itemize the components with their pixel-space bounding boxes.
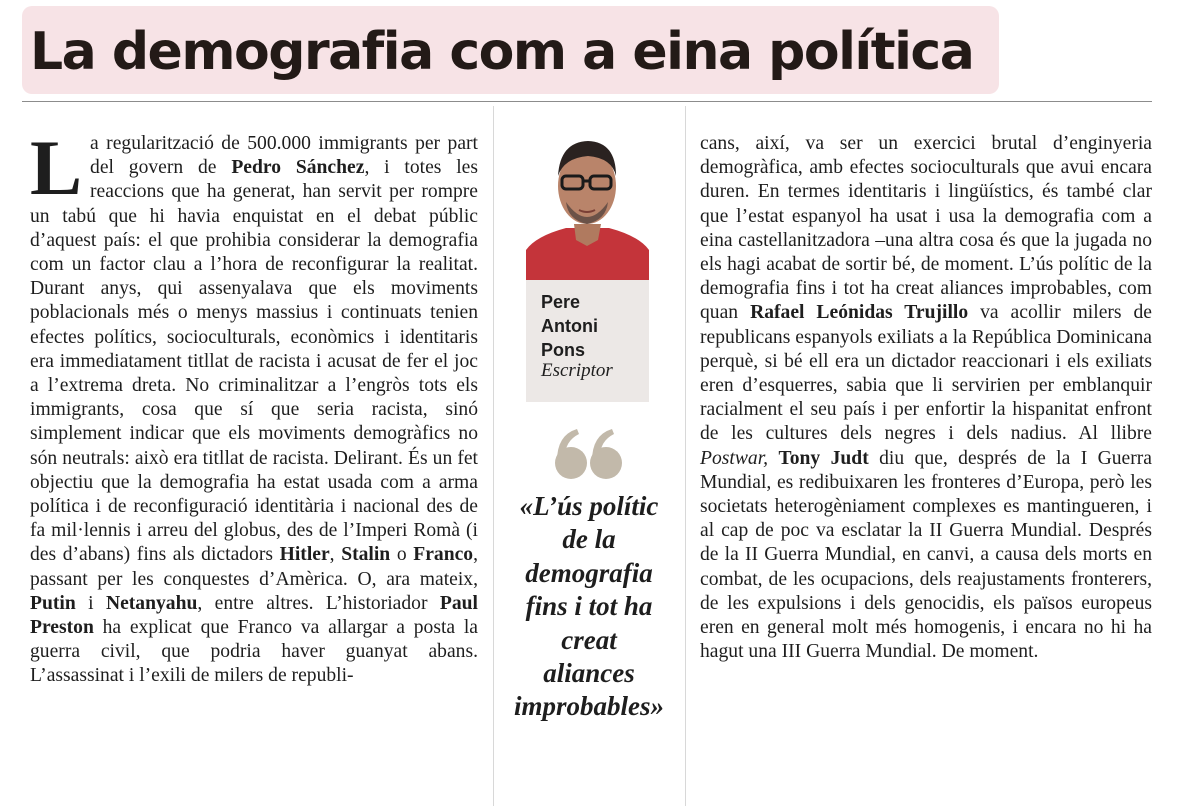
text-run: ha explicat que Franco va allargar a posta la guerra civil, que podria haver guanyat abans. L’assassinat i l’exili de milers de republi- [30, 617, 478, 687]
pull-quote-line: demografia [525, 557, 653, 588]
author-photo [526, 128, 649, 280]
article-column-left [30, 124, 478, 689]
text-run: , i totes les reaccions que ha generat, han servit per rompre un tabú que hi havia enquistat en el debat públic d’aquest país: el que prohibia considerar la demografia com un factor clau a l’hora de reconfigurar la realitat. Durant anys, qui assenyalava que els moviments poblacionals més o menys massius i continuats tenien efectes polítics, socioculturals, econòmics i identitaris era immediatament titllat de racista i acusat de fer el joc a l’extrema dreta. No criminalitzar a l’engròs tots els immigrants, cosa que sí que seria racista, sinó simplement indicar que els moviments demogràfics no són neutrals: això era titllat de racista. Delirant. És un fet objectiu que la demografia ha estat usada com a arma política i de reconfiguració identitària i nacional des de fa mil·lennis i arreu del globus, des de l’Imperi Romà (i des d’abans) fins als dictadors [30, 157, 478, 566]
text-run: a regularització de 500.000 immigrants per part del govern de [90, 133, 478, 179]
pull-quote-line: «L’ús polític [519, 491, 659, 521]
text-run: , entre altres. L’historiador [197, 592, 440, 614]
column-divider-right [685, 106, 686, 806]
person-name: Franco [413, 544, 474, 566]
person-name: Netanyahu [105, 592, 198, 614]
headline: La demografia com a eina política [30, 22, 974, 82]
person-name: Rafael Leónidas Trujillo [750, 302, 969, 324]
book-title: Postwar, [700, 447, 769, 469]
column-divider-left [493, 106, 494, 806]
person-name: Stalin [341, 544, 391, 566]
quote-mark-icon [553, 425, 625, 481]
drop-cap: L [30, 124, 83, 211]
headline-rule [22, 101, 1152, 102]
pull-quote-line: improbables» [513, 691, 664, 722]
pull-quote-line: aliances [543, 658, 635, 689]
text-run: , [329, 544, 342, 566]
article-column-right [700, 132, 1152, 664]
author-role: Escriptor [541, 360, 613, 381]
author-middle-name: Antoni [541, 316, 598, 336]
text-run: va acollir milers de republicans espanyols exiliats a la República Dominicana perquè, si bé ell era un dictador reaccionari i els exiliats eren d’esquerres, sabia que li servirien per emblanquir racialment el seu país i per enfortir la hispanitat enfront de les cultures dels negres i dels nadius. Al llibre [700, 302, 1153, 445]
article-paragraph-left [30, 124, 478, 689]
text-run: i [75, 592, 106, 614]
pull-quote [500, 490, 678, 724]
text-run: cans, així, va ser un exercici brutal d’enginyeria demogràfica, amb efectes socioculturals que avui encara duren. En termes identitaris i lingüístics, és també clar que l’estat espanyol ha usat i usa la demografia com a eina castellanitzadora –una altra cosa és que la jugada no els hagi acabat de sortir bé, de moment. L’ús polític de la demografia fins i tot ha creat aliances improbables, com quan [700, 133, 1152, 324]
pull-quote-line: de la [562, 524, 616, 555]
pull-quote-line: creat [561, 624, 617, 655]
person-name: Paul Preston [30, 592, 478, 639]
text-run: diu que, després de la I Guerra Mundial, es redibuixaren les fronteres d’Europa, però les societats heterogèniament complexes es mantingueren, i al cap de poc va esclatar la II Guerra Mundial. Després de la II Guerra Mundial, en canvi, a causa dels morts en combat, de les ocupacions, dels reajustaments fronterers, de les expulsions i dels genocidis, els països europeus eren en general molt més homogenis, i encara no hi ha hagut una III Guerra Mundial. De moment. [700, 447, 1152, 663]
person-name: Hitler [279, 544, 330, 566]
author-portrait-icon [526, 128, 649, 280]
author-name [541, 290, 598, 362]
text-run: , passant per les conquestes d’Amèrica. O, ara mateix, [30, 544, 478, 590]
author-first-name: Pere [541, 292, 581, 312]
article-paragraph-right [700, 132, 1152, 664]
pull-quote-line: fins i tot ha [525, 591, 653, 622]
text-run: o [390, 544, 414, 566]
text-run [768, 448, 778, 469]
person-name: Putin [30, 592, 76, 614]
author-last-name: Pons [541, 340, 586, 360]
person-name: Pedro Sánchez [231, 157, 365, 179]
person-name: Tony Judt [778, 447, 869, 469]
